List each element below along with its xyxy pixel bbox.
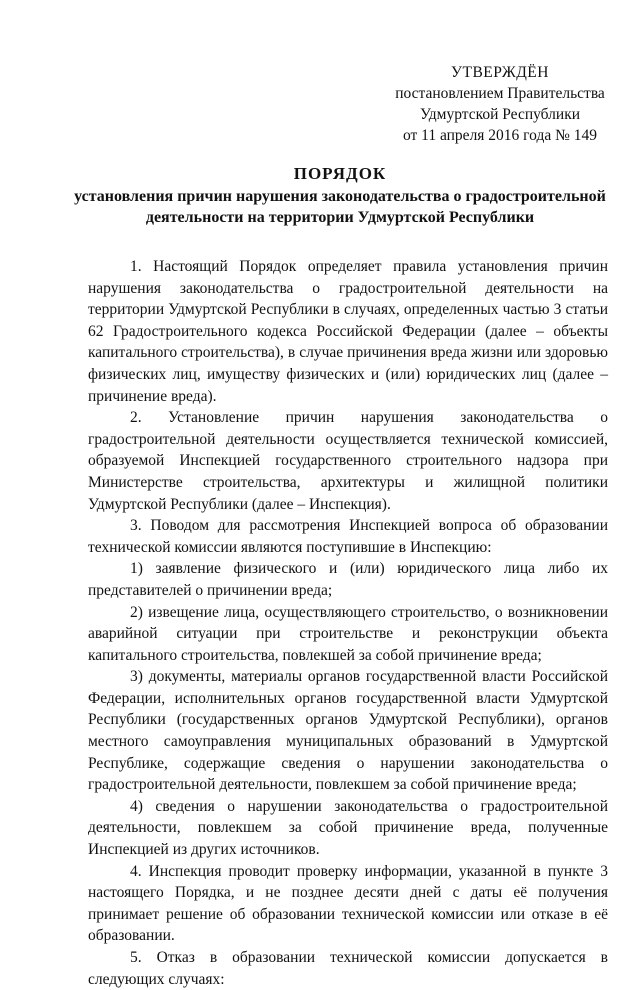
approval-line-1: постановлением Правительства xyxy=(395,85,605,102)
document-subtitle-line-2: деятельности на территории Удмуртской Республики xyxy=(145,209,535,226)
approval-heading: УТВЕРЖДЁН xyxy=(451,64,549,81)
document-title: ПОРЯДОК xyxy=(293,164,387,183)
paragraph-2: 2. Установление причин нарушения законодательства о градостроительной деятельности осуществляется технической комиссией, образуемой Инспекцией государственного строительного надзора при Министерстве строительства, архитектуры и жилищной политики Удмуртской Республики (далее – Инспекция). xyxy=(88,409,608,513)
paragraph-3: 3. Поводом для рассмотрения Инспекцией вопроса об образовании технической комиссии являются поступившие в Инспекцию: xyxy=(88,517,608,556)
approval-stamp xyxy=(380,62,620,146)
approval-line-2: Удмуртской Республики xyxy=(419,106,581,123)
document-title-block xyxy=(70,163,610,228)
approval-line-3: от 11 апреля 2016 года № 149 xyxy=(402,127,598,144)
paragraph-5: 5. Отказ в образовании технической комиссии допускается в следующих случаях: xyxy=(88,949,608,988)
list-item-4: 4) сведения о нарушении законодательства о градостроительной деятельности, повлекшем за собой причинение вреда, полученные Инспекцией из других источников. xyxy=(88,797,608,859)
list-item-3: 3) документы, материалы органов государственной власти Российской Федерации, исполнительных органов государственной власти Удмуртской Республики (государственных органов Удмуртской Республики), органов местного самоуправления муниципальных образований в Удмуртской Республике, содержащие сведения о нарушении законодательства о градостроительной деятельности, повлекшем за собой причинение вреда; xyxy=(88,668,608,794)
paragraph-1: 1. Настоящий Порядок определяет правила установления причин нарушения законодательства о градостроительной деятельности на территории Удмуртской Республики в случаях, определенных частью 3 статьи 62 Градостроительного кодекса Российской Федерации (далее – объекты капитального строительства), в случае причинения вреда жизни или здоровью физических лиц, имуществу физических и (или) юридических лиц (далее – причинение вреда). xyxy=(88,258,608,405)
paragraph-4: 4. Инспекция проводит проверку информации, указанной в пункте 3 настоящего Порядка, и не позднее десяти дней с даты её получения принимает решение об образовании технической комиссии или отказе в её образовании. xyxy=(88,862,608,945)
list-item-2: 2) извещение лица, осуществляющего строительство, о возникновении аварийной ситуации при строительстве и реконструкции объекта капитального строительства, повлекшей за собой причинение вреда; xyxy=(88,603,608,664)
list-item-1: 1) заявление физического и (или) юридического лица либо их представителей о причинении вреда; xyxy=(88,560,608,599)
document-body xyxy=(88,256,608,990)
document-subtitle-line-1: установления причин нарушения законодательства о градостроительной xyxy=(74,188,606,205)
